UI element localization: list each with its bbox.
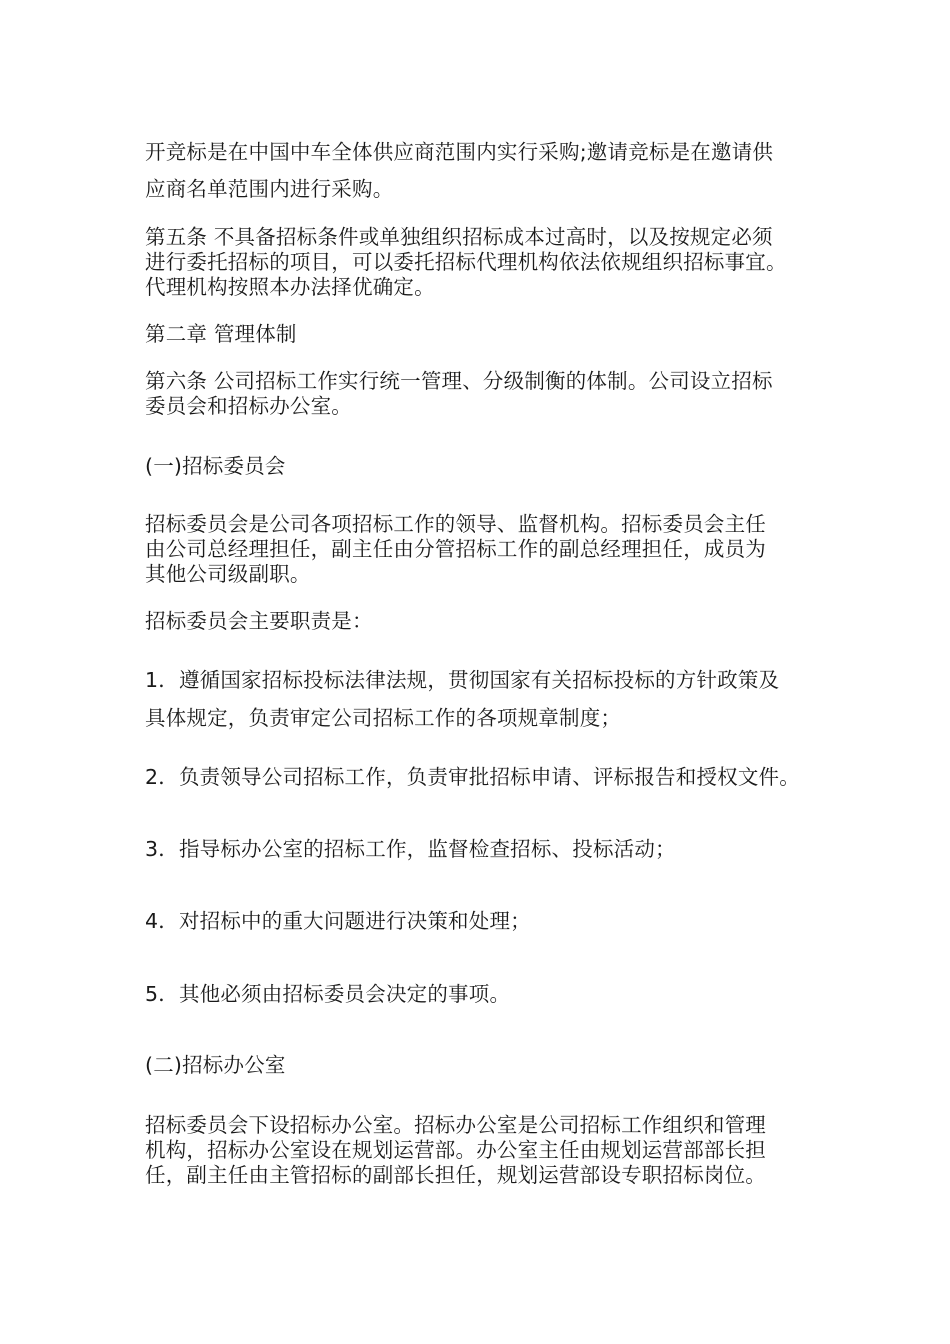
text-line: 招标委员会下设招标办公室。招标办公室是公司招标工作组织和管理 [145,1113,766,1137]
list-item: 4．对招标中的重大问题进行决策和处理； [145,909,531,933]
text-line: 招标委员会主要职责是： [145,609,373,633]
text-line: 进行委托招标的项目，可以委托招标代理机构依法依规组织招标事宜。 [145,250,787,274]
text-line: 开竞标是在中国中车全体供应商范围内实行采购;邀请竞标是在邀请供 [145,140,774,164]
text-line: 任，副主任由主管招标的副部长担任，规划运营部设专职招标岗位。 [145,1163,766,1187]
text-line: 招标委员会是公司各项招标工作的领导、监督机构。招标委员会主任 [145,512,766,536]
text-line: 应商名单范围内进行采购。 [145,177,394,201]
text-line: 代理机构按照本办法择优确定。 [145,275,435,299]
chapter-heading: 第二章 管理体制 [145,322,297,346]
text-line: 第五条 不具备招标条件或单独组织招标成本过高时，以及按规定必须 [145,225,773,249]
list-item: 5．其他必须由招标委员会决定的事项。 [145,982,511,1006]
list-item: 1．遵循国家招标投标法律法规，贯彻国家有关招标投标的方针政策及 [145,668,780,692]
list-item: 2．负责领导公司招标工作，负责审批招标申请、评标报告和授权文件。 [145,765,800,789]
section-heading: (二)招标办公室 [145,1053,286,1077]
text-line: 第六条 公司招标工作实行统一管理、分级制衡的体制。公司设立招标 [145,369,773,393]
list-item: 3．指导标办公室的招标工作，监督检查招标、投标活动； [145,837,676,861]
section-heading: (一)招标委员会 [145,454,286,478]
text-line: 其他公司级副职。 [145,562,311,586]
text-line: 机构，招标办公室设在规划运营部。办公室主任由规划运营部部长担 [145,1138,766,1162]
text-line: 委员会和招标办公室。 [145,394,352,418]
text-line: 由公司总经理担任，副主任由分管招标工作的副总经理担任，成员为 [145,537,766,561]
list-item-continuation: 具体规定，负责审定公司招标工作的各项规章制度； [145,706,622,730]
